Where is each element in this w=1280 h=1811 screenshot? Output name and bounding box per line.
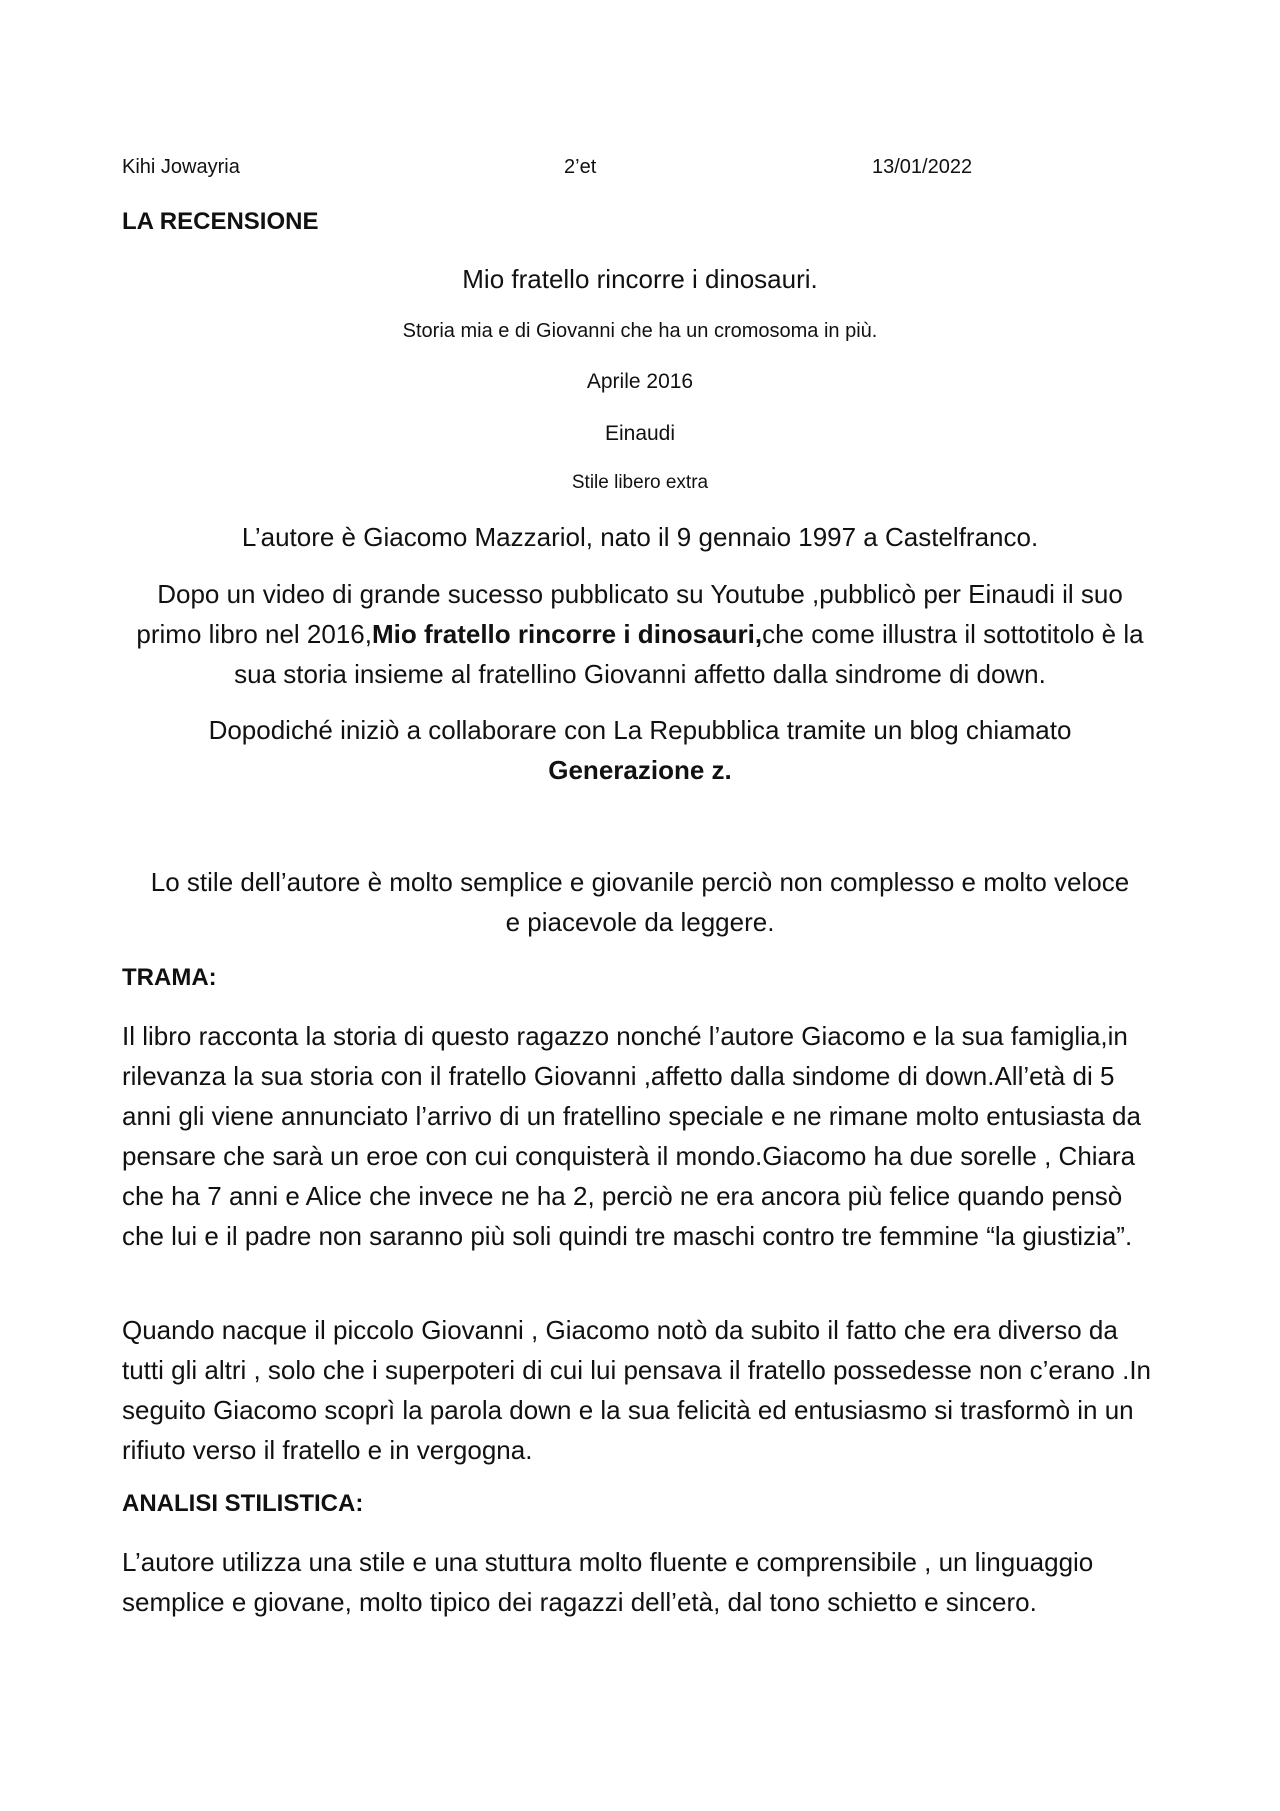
- analisi-paragraph-1: L’autore utilizza una stile e una stuttura molto fluente e comprensibile , un linguaggio semplice e giovane, molto tipico dei ragazzi dell’età, dal tono schietto e sincero.: [122, 1547, 1094, 1617]
- paragraph-career: [122, 574, 1158, 694]
- paragraph-style: Lo stile dell’autore è molto semplice e giovanile perciò non complesso e molto veloce e piacevole da leggere.: [150, 867, 1130, 937]
- blog-text: Dopodiché iniziò a collaborare con La Repubblica tramite un blog chiamato: [208, 715, 1072, 745]
- book-publisher: Einaudi: [604, 422, 676, 445]
- career-text-before: Dopo un video di grande sucesso pubblicato su Youtube ,pubblicò per Einaudi il suo primo libro nel 2016,: [136, 579, 1123, 649]
- book-series: Stile libero extra: [571, 472, 709, 493]
- analisi-heading: ANALISI STILISTICA:: [122, 1490, 364, 1517]
- document-title: LA RECENSIONE: [122, 208, 319, 235]
- author-intro: L’autore è Giacomo Mazzariol, nato il 9 gennaio 1997 a Castelfranco.: [241, 522, 1039, 552]
- header-row: [122, 156, 1002, 184]
- trama-paragraph-1: Il libro racconta la storia di questo ragazzo nonché l’autore Giacomo e la sua famiglia,in rilevanza la sua storia con il fratello Giovanni ,affetto dalla sindome di down.All’età di 5 anni gli viene annunciato l’arrivo di un fratellino speciale e ne rimane molto entusiasta da pensare che sarà un eroe con cui conquisterà il mondo.Giacomo ha due sorelle , Chiara che ha 7 anni e Alice che invece ne ha 2, perciò ne era ancora più felice quando pensò che lui e il padre non saranno più soli quindi tre maschi contro tre femmine “la giustizia”.: [122, 1021, 1141, 1251]
- book-subtitle: Storia mia e di Giovanni che ha un cromosoma in più.: [402, 320, 878, 342]
- book-publication-date: Aprile 2016: [586, 370, 694, 393]
- paragraph-blog: [122, 710, 1158, 790]
- student-class: 2’et: [564, 156, 597, 178]
- student-name: Kihi Jowayria: [122, 156, 240, 178]
- blog-name: Generazione z.: [548, 755, 732, 785]
- document-date: 13/01/2022: [872, 156, 973, 178]
- book-title: Mio fratello rincorre i dinosauri.: [462, 264, 818, 294]
- career-text-after: che come illustra il sottotitolo è la sua storia insieme al fratellino Giovanni affetto dalla sindrome di down.: [234, 619, 1144, 689]
- trama-heading: TRAMA:: [122, 964, 217, 991]
- trama-paragraph-2: Quando nacque il piccolo Giovanni , Giacomo notò da subito il fatto che era diverso da tutti gli altri , solo che i superpoteri di cui lui pensava il fratello possedesse non c’erano .In seguito Giacomo scoprì la parola down e la sua felicità ed entusiasmo si trasformò in un rifiuto verso il fratello e in vergogna.: [122, 1315, 1152, 1465]
- career-book-title: Mio fratello rincorre i dinosauri,: [371, 619, 763, 649]
